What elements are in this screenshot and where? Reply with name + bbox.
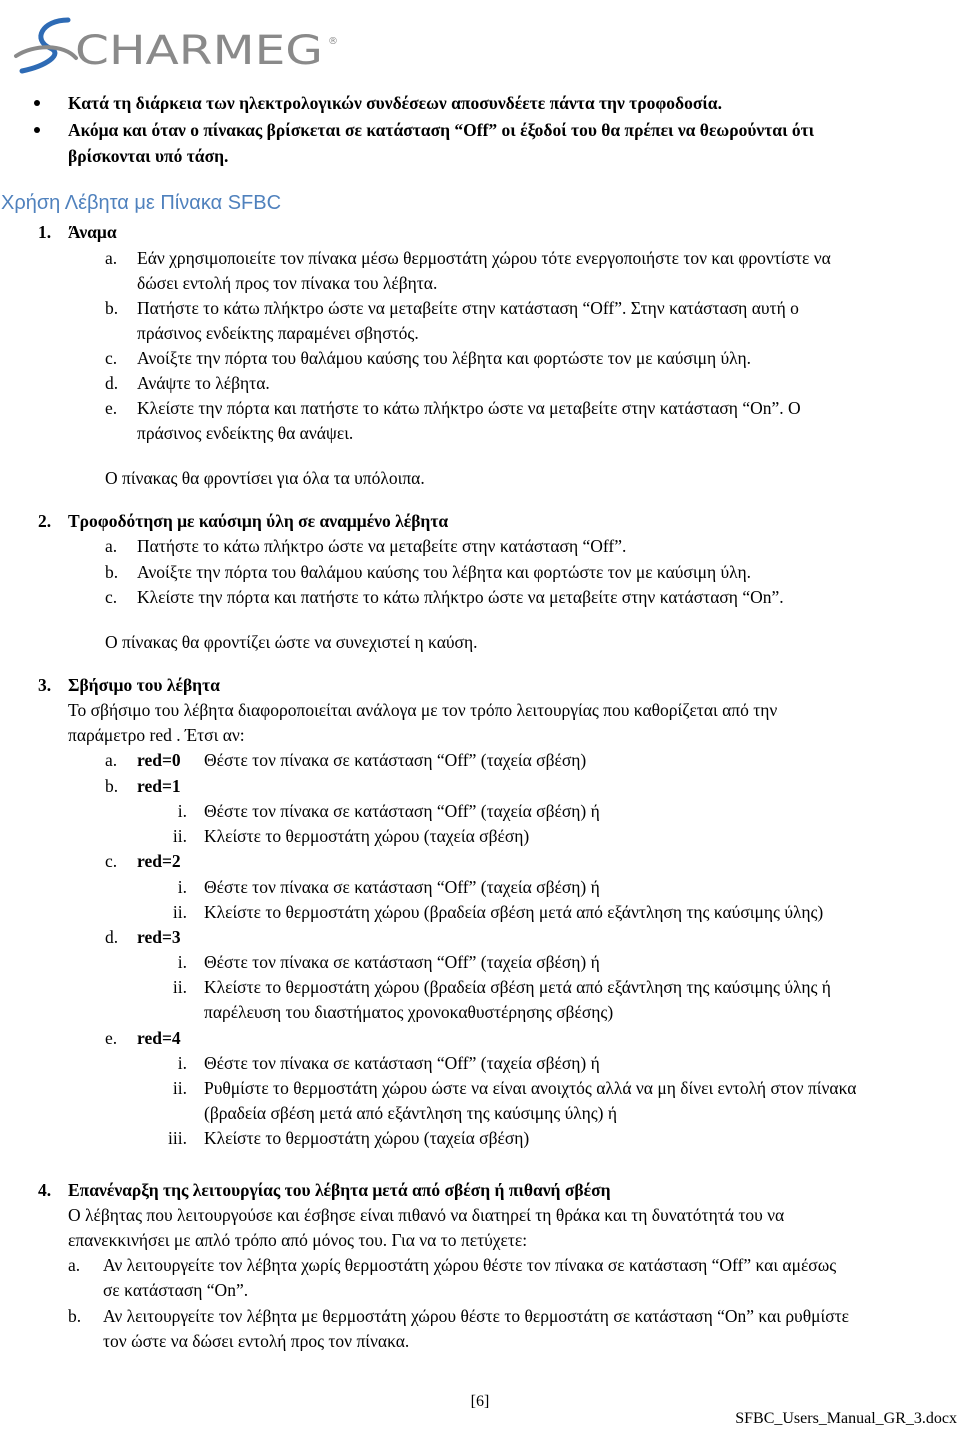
sublist-marker: ii. <box>172 977 187 997</box>
safety-bullet-text: Ακόμα και όταν ο πίνακας βρίσκεται σε κατάσταση “Off” οι έξοδοί του θα πρέπει να θεωρούνται ότι <box>68 120 815 140</box>
sublist-marker: ii. <box>172 1078 187 1098</box>
section-number: 1. <box>38 222 52 242</box>
red-setting: red=3 <box>137 927 181 947</box>
bullet-icon <box>34 127 40 133</box>
sublist-item-text: (βραδεία σβέση μετά από εξάντληση της καύσιμης ύλης) ή <box>204 1103 618 1123</box>
red-setting: red=0 <box>137 750 181 770</box>
sublist-item-text: Θέστε τον πίνακα σε κατάσταση “Off” (ταχεία σβέση) ή <box>204 1053 600 1073</box>
sublist-item-text: Κλείστε το θερμοστάτη χώρου (ταχεία σβέση) <box>204 1128 530 1148</box>
section-number: 3. <box>38 675 52 695</box>
list-marker: c. <box>105 851 118 871</box>
list-item-text: τον ώστε να δώσει εντολή προς τον πίνακα. <box>103 1331 410 1351</box>
page-number: [6] <box>470 1393 490 1410</box>
list-marker: e. <box>105 1028 118 1048</box>
list-marker: b. <box>105 298 119 318</box>
sublist-item-text: Κλείστε το θερμοστάτη χώρου (βραδεία σβέση μετά από εξάντληση της καύσιμης ύλης) <box>204 902 824 922</box>
safety-bullet-text: βρίσκονται υπό τάση. <box>68 146 229 166</box>
red-setting: red=2 <box>137 851 181 871</box>
sublist-marker: ii. <box>172 902 187 922</box>
section-number: 2. <box>38 511 52 531</box>
list-item-text: δώσει εντολή προς τον πίνακα του λέβητα. <box>137 273 438 293</box>
section-intro: παράμετρο red . Έτσι αν: <box>68 725 245 745</box>
list-item-text: Κλείστε την πόρτα και πατήστε το κάτω πλήκτρο ώστε να μεταβείτε στην κατάσταση “On”. Ο <box>137 398 801 418</box>
page-heading: Χρήση Λέβητα με Πίνακα SFBC <box>1 192 282 214</box>
list-item-text: σε κατάσταση “On”. <box>103 1280 249 1300</box>
section-note: Ο πίνακας θα φροντίσει για όλα τα υπόλοιπα. <box>105 468 425 488</box>
sublist-item-text: Θέστε τον πίνακα σε κατάσταση “Off” (ταχεία σβέση) ή <box>204 801 600 821</box>
sublist-item-text: Ρυθμίστε το θερμοστάτη χώρου ώστε να είναι ανοιχτός αλλά να μη δίνει εντολή στον πίνακα <box>204 1078 857 1098</box>
sublist-item-text: παρέλευση του διαστήματος χρονοκαθυστέρησης σβέσης) <box>204 1002 614 1022</box>
list-item-text: Θέστε τον πίνακα σε κατάσταση “Off” (ταχεία σβέση) <box>204 750 587 770</box>
list-marker: a. <box>105 750 118 770</box>
company-logo <box>12 14 342 74</box>
list-item-text: Εάν χρησιμοποιείτε τον πίνακα μέσω θερμοστάτη χώρου τότε ενεργοποιήστε τον και φροντίστε να <box>137 248 831 268</box>
list-marker: d. <box>105 373 119 393</box>
list-marker: a. <box>68 1255 81 1275</box>
list-item-text: Πατήστε το κάτω πλήκτρο ώστε να μεταβείτε στην κατάσταση “Off”. <box>137 536 627 556</box>
logo-wordmark: CHARMEG <box>75 28 323 74</box>
section-intro: Το σβήσιμο του λέβητα διαφοροποιείται ανάλογα με τον τρόπο λειτουργίας που καθορίζεται από την <box>68 700 778 720</box>
section-intro: επανεκκινήσει με απλό τρόπο από μόνος του. Για να το πετύχετε: <box>68 1230 528 1250</box>
list-marker: e. <box>105 398 118 418</box>
sublist-item-text: Κλείστε το θερμοστάτη χώρου (βραδεία σβέση μετά από εξάντληση της καύσιμης ύλης ή <box>204 977 831 997</box>
list-marker: a. <box>105 536 118 556</box>
sublist-marker: iii. <box>168 1128 187 1148</box>
sublist-marker: i. <box>177 801 187 821</box>
section-title: Επανέναρξη της λειτουργίας του λέβητα μετά από σβέση ή πιθανή σβέση <box>68 1180 611 1200</box>
list-item-text: Αν λειτουργείτε τον λέβητα χωρίς θερμοστάτη χώρου θέστε τον πίνακα σε κατάσταση “Off” και αμέσως <box>103 1255 837 1275</box>
list-item-text: πράσινος ενδείκτης θα ανάψει. <box>137 423 354 443</box>
section-number: 4. <box>38 1180 52 1200</box>
safety-bullet-text: Κατά τη διάρκεια των ηλεκτρολογικών συνδέσεων αποσυνδέετε πάντα την τροφοδοσία. <box>68 93 722 113</box>
sublist-item-text: Κλείστε το θερμοστάτη χώρου (ταχεία σβέση) <box>204 826 530 846</box>
section-title: Τροφοδότηση με καύσιμη ύλη σε αναμμένο λέβητα <box>68 511 449 531</box>
sublist-marker: i. <box>177 877 187 897</box>
section-title: Σβήσιμο του λέβητα <box>68 675 220 695</box>
list-item-text: Ανάψτε το λέβητα. <box>137 373 270 393</box>
list-item-text: Ανοίξτε την πόρτα του θαλάμου καύσης του λέβητα και φορτώστε τον με καύσιμη ύλη. <box>137 562 751 582</box>
document-filename: SFBC_Users_Manual_GR_3.docx <box>735 1410 957 1427</box>
list-marker: c. <box>105 587 118 607</box>
section-intro: Ο λέβητας που λειτουργούσε και έσβησε είναι πιθανό να διατηρεί τη θράκα και τη δυνατότητά του να <box>68 1205 785 1225</box>
logo-arc-icon <box>16 47 76 58</box>
list-item-text: Κλείστε την πόρτα και πατήστε το κάτω πλήκτρο ώστε να μεταβείτε στην κατάσταση “On”. <box>137 587 784 607</box>
list-marker: b. <box>105 562 119 582</box>
sublist-item-text: Θέστε τον πίνακα σε κατάσταση “Off” (ταχεία σβέση) ή <box>204 952 600 972</box>
red-setting: red=1 <box>137 776 181 796</box>
list-item-text: Ανοίξτε την πόρτα του θαλάμου καύσης του λέβητα και φορτώστε τον με καύσιμη ύλη. <box>137 348 751 368</box>
list-marker: b. <box>68 1306 82 1326</box>
sublist-marker: ii. <box>172 826 187 846</box>
list-item-text: πράσινος ενδείκτης παραμένει σβηστός. <box>137 323 419 343</box>
red-setting: red=4 <box>137 1028 181 1048</box>
sublist-marker: i. <box>177 952 187 972</box>
list-item-text: Πατήστε το κάτω πλήκτρο ώστε να μεταβείτε στην κατάσταση “Off”. Στην κατάσταση αυτή ο <box>137 298 799 318</box>
section-title: Άναμα <box>68 222 117 242</box>
list-item-text: Αν λειτουργείτε τον λέβητα με θερμοστάτη χώρου θέστε το θερμοστάτη σε κατάσταση “On” και ρυθμίστε <box>103 1306 850 1326</box>
list-marker: d. <box>105 927 119 947</box>
logo-registered-mark: ® <box>328 36 338 47</box>
list-marker: b. <box>105 776 119 796</box>
section-note: Ο πίνακας θα φροντίζει ώστε να συνεχιστεί η καύση. <box>105 632 478 652</box>
bullet-icon <box>34 100 40 106</box>
list-marker: c. <box>105 348 118 368</box>
list-marker: a. <box>105 248 118 268</box>
sublist-marker: i. <box>177 1053 187 1073</box>
sublist-item-text: Θέστε τον πίνακα σε κατάσταση “Off” (ταχεία σβέση) ή <box>204 877 600 897</box>
